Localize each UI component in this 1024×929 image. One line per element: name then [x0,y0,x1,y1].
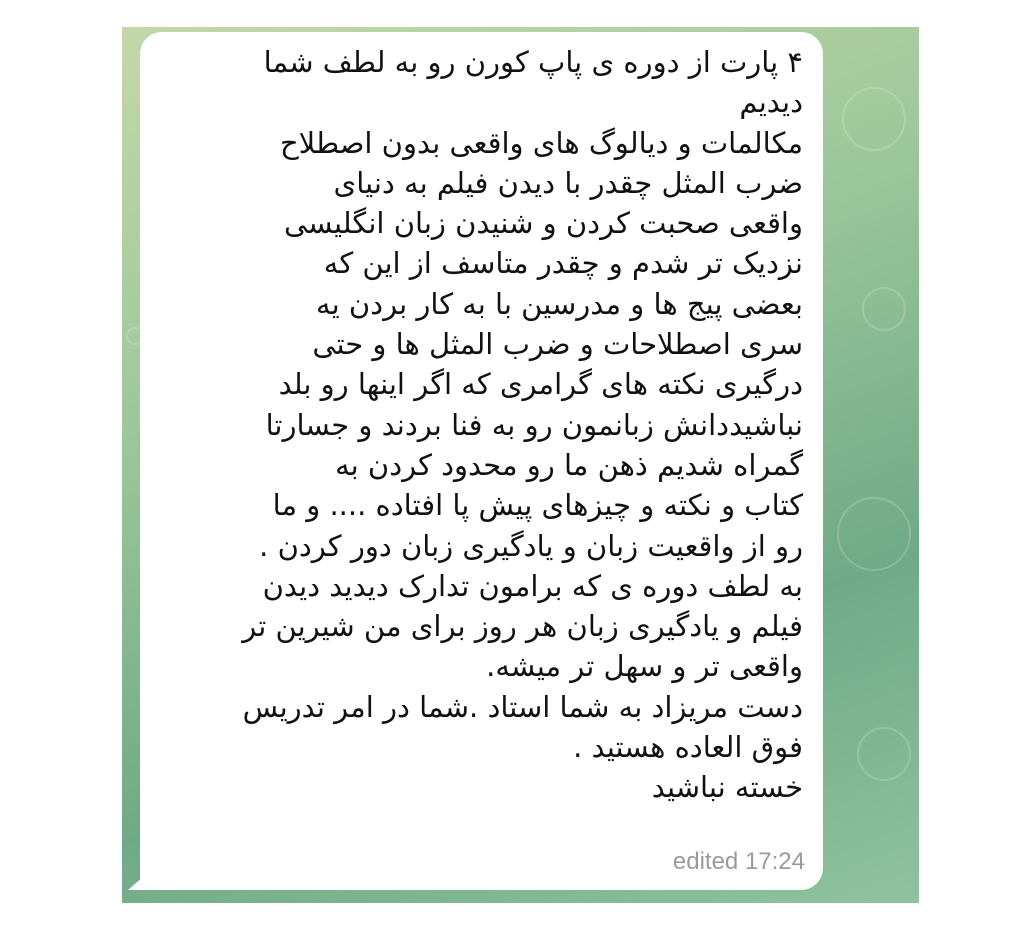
chat-background [122,27,919,903]
message-bubble[interactable] [140,32,823,890]
message-line: واقعی تر و سهل تر میشه. [486,649,803,684]
message-meta [673,848,805,876]
message-line: دست مریزاد به شما استاد .شما در امر تدریس [242,689,803,724]
wallpaper-doodle [837,497,911,571]
message-line: به لطف دوره ی که برامون تدارک دیدید دیدن [262,568,803,603]
message-line: رو از واقعیت زبان و یادگیری زبان دور کردن . [259,528,803,563]
message-line: دیدیم [739,85,803,120]
message-line: فیلم و یادگیری زبان هر روز برای من شیرین تر [242,609,803,644]
message-line: خسته نباشید [651,770,803,805]
message-line: سری اصطلاحات و ضرب المثل ها و حتی [312,327,803,362]
message-time: 17:24 [744,848,805,875]
wallpaper-doodle [862,287,906,331]
wallpaper-doodle [842,87,906,151]
message-line: واقعی صحبت کردن و شنیدن زبان انگلیسی [283,206,803,241]
message-line: بعضی پیج ها و مدرسین با به کار بردن یه [316,286,803,321]
edited-label: edited [672,848,739,875]
bubble-tail [128,876,144,890]
wallpaper-doodle [857,727,911,781]
message-line: نزدیک تر شدم و چقدر متاسف از این که [323,246,803,281]
message-line: درگیری نکته های گرامری که اگر اینها رو بلد [278,367,803,402]
message-line: فوق العاده هستید . [573,730,803,765]
message-line: نباشیددانش زبانمون رو به فنا بردند و جسارتا [265,407,803,442]
message-line: ضرب المثل چقدر با دیدن فیلم به دنیای [333,165,803,200]
message-line: کتاب و نکته و چیزهای پیش پا افتاده .... و ما [272,488,803,523]
message-line: ۴ پارت از دوره ی پاپ کورن رو به لطف شما [263,45,803,79]
message-line: مکالمات و دیالوگ های واقعی بدون اصطلاح [279,125,803,160]
message-text [170,42,803,808]
message-line: گمراه شدیم ذهن ما رو محدود کردن به [335,447,803,482]
